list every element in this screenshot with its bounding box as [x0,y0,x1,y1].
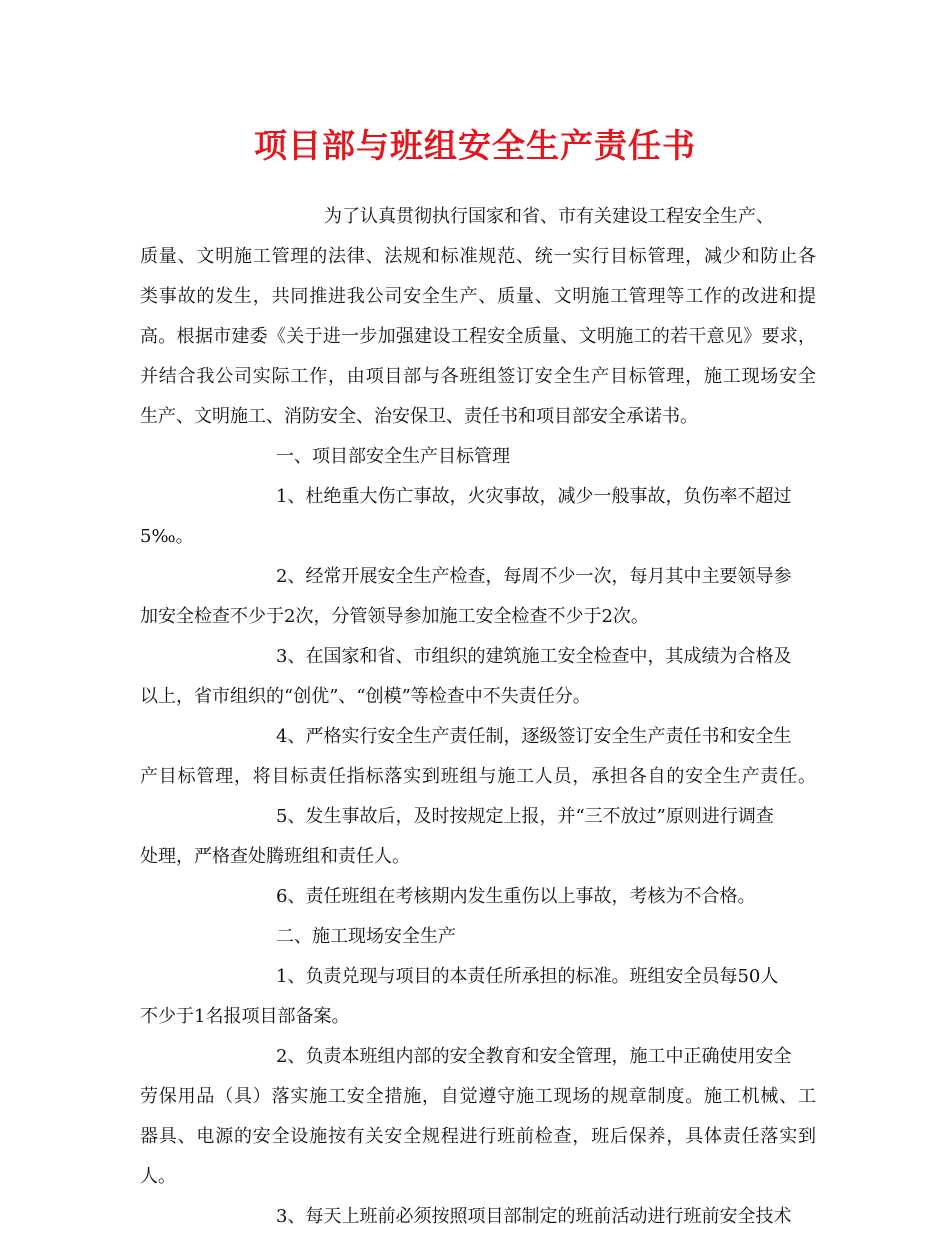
paragraph-line: 以上，省市组织的“创优”、“创模”等检查中不失责任分。 [140,686,591,707]
paragraph-line: 6、责任班组在考核期内发生重伤以上事故，考核为不合格。 [276,886,756,907]
section-heading: 一、项目部安全生产目标管理 [276,446,510,467]
paragraph-line: 2、负责本班组内部的安全教育和安全管理，施工中正确使用安全 [276,1046,792,1067]
paragraph-line: 并结合我公司实际工作，由项目部与各班组签订安全生产目标管理，施工现场安全 [140,366,816,387]
paragraph-line: 1、负责兑现与项目的本责任所承担的标准。班组安全员每50人 [276,966,779,987]
paragraph-line: 1、杜绝重大伤亡事故，火灾事故，减少一般事故，负伤率不超过 [276,486,792,507]
paragraph-line: 4、严格实行安全生产责任制，逐级签订安全生产责任书和安全生 [276,726,792,747]
paragraph-line: 高。根据市建委《关于进一步加强建设工程安全质量、文明施工的若干意见》要求， [140,326,816,347]
paragraph-line: 类事故的发生，共同推进我公司安全生产、质量、文明施工管理等工作的改进和提 [140,286,816,307]
paragraph-line: 不少于1名报项目部备案。 [140,1006,350,1027]
paragraph-line: 劳保用品（具）落实施工安全措施，自觉遵守施工现场的规章制度。施工机械、工 [140,1086,816,1107]
paragraph-line: 3、在国家和省、市组织的建筑施工安全检查中，其成绩为合格及 [276,646,792,667]
paragraph-line: 生产、文明施工、消防安全、治安保卫、责任书和项目部安全承诺书。 [140,406,698,427]
paragraph-line: 加安全检查不少于2次，分管领导参加施工安全检查不少于2次。 [140,606,649,627]
paragraph-line: 质量、文明施工管理的法律、法规和标准规范、统一实行目标管理，减少和防止各 [140,246,816,267]
section-heading: 二、施工现场安全生产 [276,926,456,947]
paragraph-line: 产目标管理，将目标责任指标落实到班组与施工人员，承担各自的安全生产责任。 [140,766,816,787]
paragraph-line: 为了认真贯彻执行国家和省、市有关建设工程安全生产、 [324,206,774,227]
paragraph-line: 处理，严格查处腾班组和责任人。 [140,846,410,867]
paragraph-line: 器具、电源的安全设施按有关安全规程进行班前检查，班后保养，具体责任落实到 [140,1126,816,1147]
document-title: 项目部与班组安全生产责任书 [254,126,696,165]
paragraph-line: 人。 [140,1166,176,1187]
paragraph-line: 3、每天上班前必须按照项目部制定的班前活动进行班前安全技术 [276,1206,792,1227]
paragraph-line: 5、发生事故后，及时按规定上报，并“三不放过”原则进行调查 [276,806,774,827]
paragraph-line: 2、经常开展安全生产检查，每周不少一次，每月其中主要领导参 [276,566,792,587]
paragraph-line: 5‰。 [140,526,194,547]
